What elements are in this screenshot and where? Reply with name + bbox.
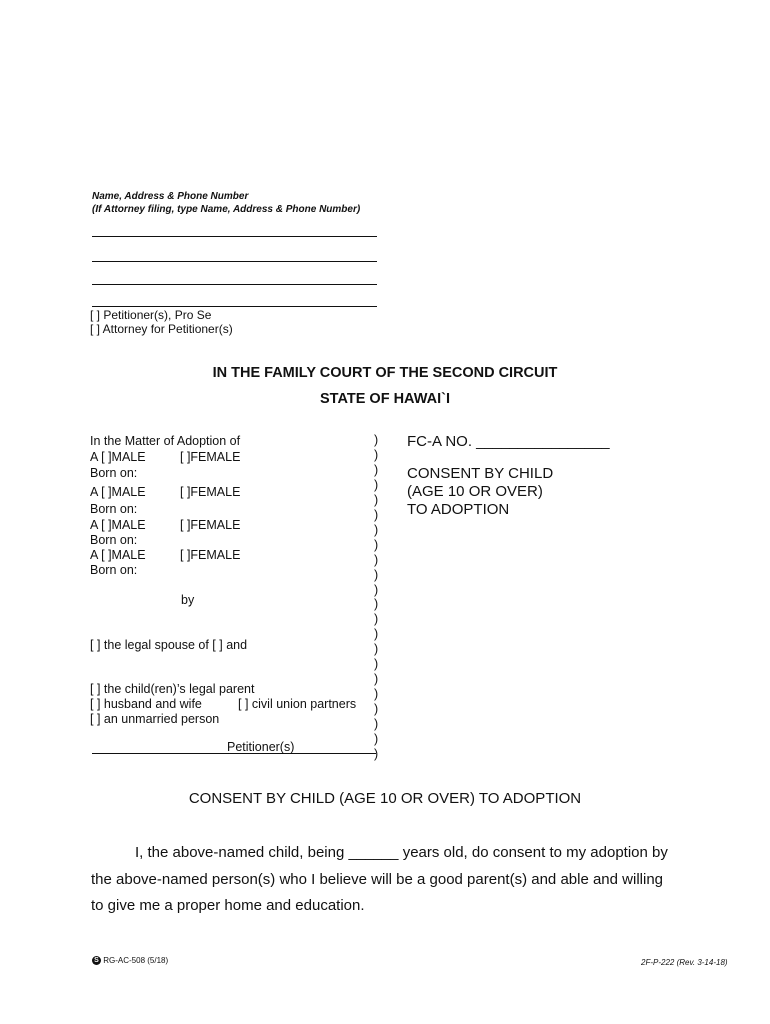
- female-checkbox[interactable]: [ ]FEMALE: [180, 450, 241, 464]
- form-number-left: [92, 956, 168, 965]
- consent-line-2: the above-named person(s) who I believe will be a good parent(s) and able and willing: [91, 871, 664, 888]
- name-address-label: Name, Address & Phone Number: [92, 191, 249, 202]
- male-checkbox[interactable]: A [ ]MALE: [90, 485, 146, 499]
- name-address-line[interactable]: [92, 306, 377, 307]
- form-number-right: 2F-P-222 (Rev. 3-14-18): [641, 958, 728, 967]
- case-number-field[interactable]: FC-A NO. ________________: [407, 433, 610, 450]
- name-address-line[interactable]: [92, 236, 377, 237]
- female-checkbox[interactable]: [ ]FEMALE: [180, 548, 241, 562]
- attorney-note: (If Attorney filing, type Name, Address & Phone Number): [92, 204, 361, 215]
- born-on-label: Born on:: [90, 563, 138, 577]
- born-on-label: Born on:: [90, 502, 138, 516]
- caption-title-line2: (AGE 10 OR OVER): [407, 483, 543, 500]
- document-title: CONSENT BY CHILD (AGE 10 OR OVER) TO ADOPTION: [188, 790, 582, 807]
- pro-se-checkbox[interactable]: [ ] Petitioner(s), Pro Se: [90, 308, 212, 322]
- civil-union-checkbox[interactable]: [ ] civil union partners: [238, 697, 357, 711]
- male-checkbox[interactable]: A [ ]MALE: [90, 518, 146, 532]
- court-state: STATE OF HAWAI`I: [320, 391, 450, 407]
- name-address-line[interactable]: [92, 284, 377, 285]
- matter-label: In the Matter of Adoption of: [90, 434, 241, 448]
- form-code-left: RG-AC-508 (5/18): [103, 956, 169, 965]
- by-label: by: [181, 593, 195, 607]
- attorney-checkbox[interactable]: [ ] Attorney for Petitioner(s): [90, 322, 233, 336]
- male-checkbox[interactable]: A [ ]MALE: [90, 450, 146, 464]
- judiciary-seal-icon: S: [92, 956, 101, 965]
- husband-wife-checkbox[interactable]: [ ] husband and wife: [90, 697, 202, 711]
- caption-title-line1: CONSENT BY CHILD: [407, 465, 554, 482]
- born-on-label: Born on:: [90, 533, 138, 547]
- consent-line-1: I, the above-named child, being ______ years old, do consent to my adoption by: [135, 844, 668, 861]
- female-checkbox[interactable]: [ ]FEMALE: [180, 518, 241, 532]
- female-checkbox[interactable]: [ ]FEMALE: [180, 485, 241, 499]
- consent-line-3: to give me a proper home and education.: [91, 897, 365, 914]
- born-on-label: Born on:: [90, 466, 138, 480]
- caption-title-line3: TO ADOPTION: [407, 501, 510, 518]
- legal-spouse-checkbox[interactable]: [ ] the legal spouse of [ ] and: [90, 638, 248, 652]
- unmarried-checkbox[interactable]: [ ] an unmarried person: [90, 712, 220, 726]
- caption-parenthesis-column: ) ) ) ) ) ) ) ) ) ) ) ) ) ) ) ) ) ) ) ) ) ): [374, 433, 379, 762]
- male-checkbox[interactable]: A [ ]MALE: [90, 548, 146, 562]
- court-name: IN THE FAMILY COURT OF THE SECOND CIRCUIT: [212, 365, 558, 381]
- petitioners-label: Petitioner(s): [227, 740, 295, 754]
- legal-parent-checkbox[interactable]: [ ] the child(ren)’s legal parent: [90, 682, 255, 696]
- name-address-line[interactable]: [92, 261, 377, 262]
